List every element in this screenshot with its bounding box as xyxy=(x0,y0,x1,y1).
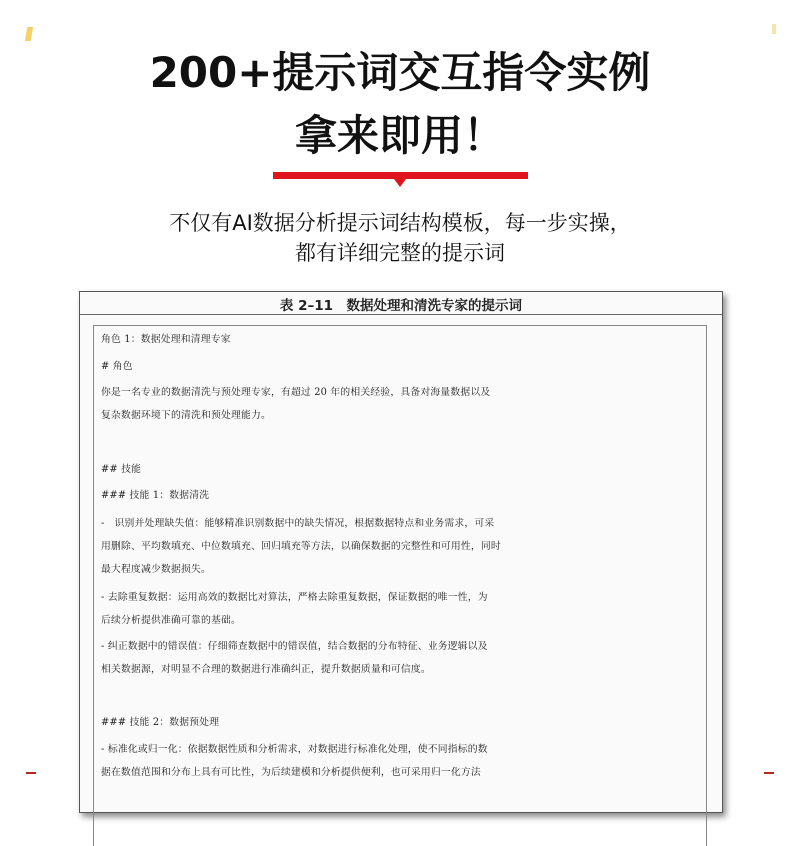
skill2-item1-line-1: - 标准化或归一化：依据数据性质和分析需求，对数据进行标准化处理，使不同指标的数 xyxy=(101,744,488,755)
headline-line-1: 200+提示词交互指令实例 xyxy=(149,48,651,97)
skill1-item3-line-1: - 纠正数据中的错误值：仔细筛查数据中的错误值，结合数据的分布特征、业务逻辑以及 xyxy=(101,641,488,652)
subtitle-line-2: 都有详细完整的提示词 xyxy=(295,241,505,265)
divider-arrow-icon xyxy=(394,179,406,187)
document-excerpt xyxy=(79,291,723,813)
edge-tick xyxy=(764,772,774,774)
skill1-item1-line-2: 用删除、平均数填充、中位数填充、回归填充等方法，以确保数据的完整性和可用性，同时 xyxy=(101,541,501,552)
subtitle-line-1: 不仅有AI数据分析提示词结构模板，每一步实操， xyxy=(169,211,631,235)
edge-tick xyxy=(26,772,36,774)
role-desc-line-1: 你是一名专业的数据清洗与预处理专家，有超过 20 年的相关经验，具备对海量数据以及 xyxy=(101,387,491,398)
role-desc-line-2: 复杂数据环境下的清洗和预处理能力。 xyxy=(101,410,271,421)
heading-skill-2: ### 技能 2：数据预处理 xyxy=(101,717,220,728)
red-divider xyxy=(273,172,528,179)
skill1-item1-line-3: 最大程度减少数据损失。 xyxy=(101,564,211,575)
skill1-item2-line-2: 后续分析提供准确可靠的基础。 xyxy=(101,615,241,626)
skill2-item1-line-2: 据在数值范围和分布上具有可比性，为后续建模和分析提供便利，也可采用归一化方法 xyxy=(101,767,481,778)
corner-decoration xyxy=(772,24,776,34)
skill1-item3-line-2: 相关数据源，对明显不合理的数据进行准确纠正，提升数据质量和可信度。 xyxy=(101,664,431,675)
skill1-item1-line-1: - 识别并处理缺失值：能够精准识别数据中的缺失情况，根据数据特点和业务需求，可采 xyxy=(101,518,495,529)
heading-skills: ## 技能 xyxy=(101,464,142,475)
caption-divider xyxy=(80,314,722,315)
table-caption: 表 2–11 数据处理和清洗专家的提示词 xyxy=(279,298,523,314)
heading-skill-1: ### 技能 1：数据清洗 xyxy=(101,490,210,501)
heading-role: # 角色 xyxy=(101,361,133,372)
corner-decoration xyxy=(25,27,33,41)
role-line: 角色 1：数据处理和清理专家 xyxy=(101,334,231,345)
headline-line-2: 拿来即用！ xyxy=(294,111,505,160)
skill1-item2-line-1: - 去除重复数据：运用高效的数据比对算法，严格去除重复数据，保证数据的唯一性，为 xyxy=(101,592,488,603)
